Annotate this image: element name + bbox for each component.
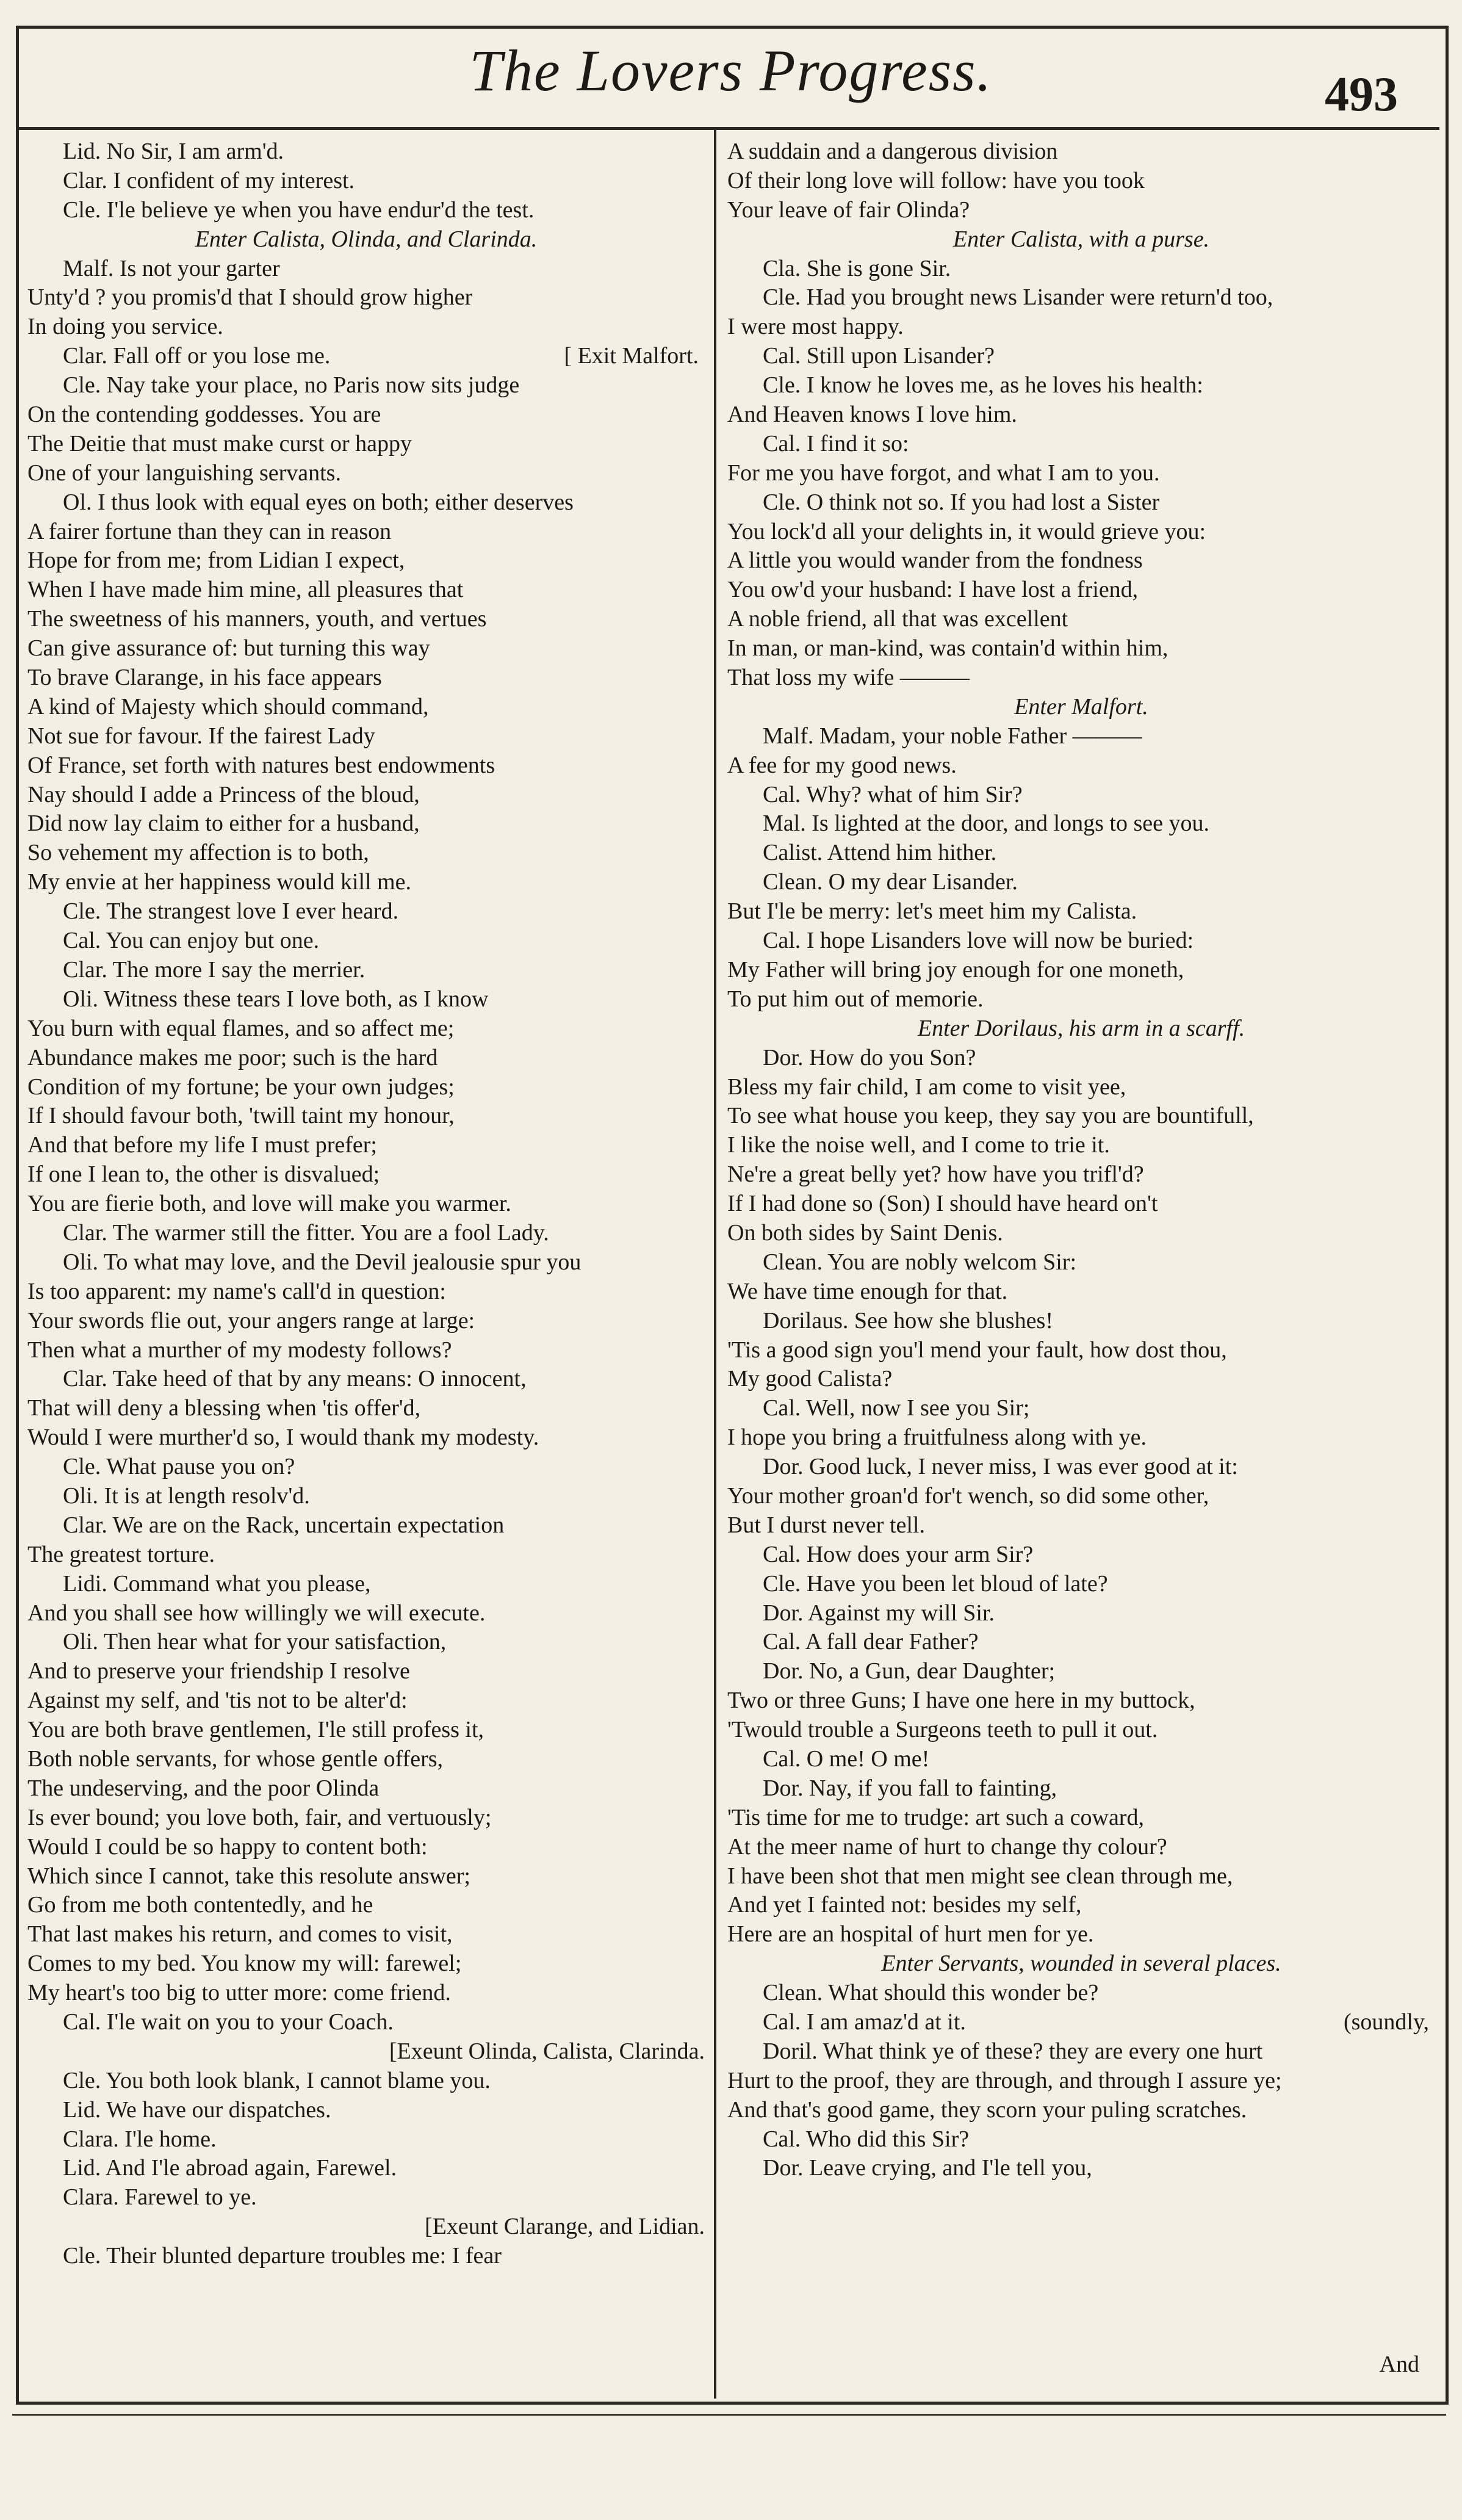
line-text: Nay should I adde a Princess of the bloud,: [27, 781, 420, 807]
text-line: [727, 868, 1435, 897]
line-text: We have time enough for that.: [727, 1278, 1008, 1304]
line-text: I have been shot that men might see clean through me,: [727, 1863, 1233, 1889]
line-text: Oli. It is at length resolv'd.: [63, 1482, 310, 1509]
line-text: Oli. Witness these tears I love both, as I know: [63, 986, 489, 1012]
text-line: [727, 1160, 1435, 1190]
text-line: [727, 926, 1435, 956]
stage-direction: [27, 225, 705, 255]
line-text: Dor. Good luck, I never miss, I was ever good at it:: [763, 1454, 1238, 1480]
line-text: Doril. What think ye of these? they are every one hurt: [763, 2038, 1263, 2064]
text-line: [27, 1482, 705, 1511]
line-text: Is ever bound; you love both, fair, and vertuously;: [27, 1804, 492, 1830]
line-text: [Exeunt Clarange, and Lidian.: [424, 2214, 705, 2240]
line-text: Oli. To what may love, and the Devil jealousie spur you: [63, 1249, 582, 1275]
text-line: [727, 1920, 1435, 1949]
line-text: At the meer name of hurt to change thy colour?: [727, 1833, 1167, 1860]
text-line: [727, 1862, 1435, 1891]
line-text: Dor. No, a Gun, dear Daughter;: [763, 1658, 1056, 1684]
text-line: [727, 137, 1435, 167]
line-text: Then what a murther of my modesty follows?: [27, 1337, 452, 1363]
header-rule: [19, 127, 1439, 130]
line-text: I hope you bring a fruitfulness along with ye.: [727, 1424, 1147, 1451]
line-text: Malf. Is not your garter: [63, 255, 280, 281]
text-line: [27, 1657, 705, 1686]
text-line: [27, 1686, 705, 1716]
left-column: [27, 137, 705, 2395]
text-line: [27, 897, 705, 926]
text-line: [727, 312, 1435, 342]
line-text: Clara. I'le home.: [63, 2126, 217, 2152]
text-line: [727, 488, 1435, 518]
text-line: [27, 839, 705, 868]
text-line: [27, 2067, 705, 2096]
text-line: [27, 2154, 705, 2183]
stage-direction: [727, 225, 1435, 255]
line-text: Cal. O me! O me!: [763, 1746, 930, 1772]
line-text: 'Tis time for me to trudge: art such a coward,: [727, 1804, 1144, 1830]
line-text: Malf. Madam, your noble Father ———: [763, 723, 1142, 749]
text-line: [27, 1394, 705, 1423]
column-divider: [714, 130, 716, 2399]
line-text: Cle. The strangest love I ever heard.: [63, 898, 399, 925]
line-text: Clar. I confident of my interest.: [63, 167, 355, 193]
line-text: Clar. The more I say the merrier.: [63, 956, 366, 983]
line-text: My good Calista?: [727, 1366, 893, 1392]
stage-direction: [727, 693, 1435, 722]
line-text: The undeserving, and the poor Olinda: [27, 1775, 380, 1801]
text-line: [27, 1014, 705, 1044]
line-text: But I durst never tell.: [727, 1512, 925, 1538]
line-text: [Exeunt Olinda, Calista, Clarinda.: [389, 2038, 705, 2064]
text-line: [27, 546, 705, 576]
text-line: [727, 1540, 1435, 1570]
line-text: You are fierie both, and love will make you warmer.: [27, 1191, 511, 1217]
line-text: Enter Servants, wounded in several places.: [881, 1951, 1281, 1977]
text-line: [27, 1044, 705, 1073]
line-text: And yet I fainted not: besides my self,: [727, 1892, 1082, 1918]
line-text: Lid. We have our dispatches.: [63, 2096, 331, 2123]
line-text: Is too apparent: my name's call'd in question:: [27, 1278, 446, 1304]
text-line: [27, 1160, 705, 1190]
line-text: You burn with equal flames, and so affect me;: [27, 1015, 455, 1041]
line-text: Cal. I hope Lisanders love will now be buried:: [763, 928, 1194, 954]
text-line: [727, 1745, 1435, 1774]
text-line: [27, 196, 705, 225]
line-text: In doing you service.: [27, 314, 223, 340]
line-text: A suddain and a dangerous division: [727, 139, 1058, 164]
line-text: Mal. Is lighted at the door, and longs to see you.: [763, 811, 1209, 837]
text-line: [727, 1423, 1435, 1453]
text-line: [727, 1774, 1435, 1803]
text-line: [727, 751, 1435, 781]
line-text: Cal. Why? what of him Sir?: [763, 781, 1023, 807]
text-line: [27, 868, 705, 897]
line-text: And to preserve your friendship I resolve: [27, 1658, 410, 1684]
line-text: Cal. Well, now I see you Sir;: [763, 1395, 1030, 1421]
line-text: Did now lay claim to either for a husband,: [27, 811, 420, 837]
text-line: [727, 1979, 1435, 2008]
text-line: [27, 430, 705, 459]
stage-direction: [727, 1014, 1435, 1044]
line-text: So vehement my affection is to both,: [27, 840, 369, 866]
line-text: Ne're a great belly yet? how have you trifl'd?: [727, 1161, 1144, 1188]
text-line: [27, 167, 705, 196]
text-line: [727, 1833, 1435, 1862]
text-line: [27, 342, 705, 371]
line-text: Lidi. Command what you please,: [63, 1570, 371, 1597]
line-text: Condition of my fortune; be your own judges;: [27, 1074, 455, 1100]
text-line: [727, 985, 1435, 1014]
line-text: Calist. Attend him hither.: [763, 840, 997, 866]
line-text: Dor. Leave crying, and I'le tell you,: [763, 2155, 1092, 2181]
line-text: When I have made him mine, all pleasures that: [27, 577, 464, 603]
line-text: My Father will bring joy enough for one moneth,: [727, 956, 1184, 983]
text-line: [27, 1979, 705, 2008]
text-line: [27, 985, 705, 1014]
line-text: And that before my life I must prefer;: [27, 1132, 377, 1158]
line-text: In man, or man-kind, was contain'd within him,: [727, 635, 1169, 662]
text-line: [727, 430, 1435, 459]
line-text: A kind of Majesty which should command,: [27, 693, 429, 720]
line-text: Cle. What pause you on?: [63, 1454, 295, 1480]
text-line: [27, 459, 705, 488]
text-line: [727, 1482, 1435, 1511]
text-line: [727, 283, 1435, 312]
line-text: Cle. I'le believe ye when you have endur'd the test.: [63, 197, 535, 223]
text-line: [727, 576, 1435, 605]
line-text: Against my self, and 'tis not to be alter'd:: [27, 1688, 408, 1714]
text-line: [727, 1453, 1435, 1482]
line-text: Cle. I know he loves me, as he loves his health:: [763, 372, 1203, 399]
text-line: [727, 809, 1435, 839]
text-line: [727, 722, 1435, 751]
text-line: [727, 1190, 1435, 1219]
line-text: You ow'd your husband: I have lost a friend,: [727, 577, 1139, 603]
line-text: Clara. Farewel to ye.: [63, 2184, 257, 2211]
text-line: [727, 546, 1435, 576]
line-text: Can give assurance of: but turning this way: [27, 635, 430, 662]
text-line: [27, 693, 705, 722]
text-line: [727, 1511, 1435, 1540]
line-text: Would I were murther'd so, I would thank my modesty.: [27, 1424, 539, 1451]
line-text: But I'le be merry: let's meet him my Calista.: [727, 898, 1137, 925]
text-line: [727, 781, 1435, 810]
line-text: That will deny a blessing when 'tis offer'd,: [27, 1395, 421, 1421]
line-text: Cal. You can enjoy but one.: [63, 928, 320, 954]
line-text: Cle. Nay take your place, no Paris now sits judge: [63, 372, 520, 399]
text-line: [27, 1248, 705, 1277]
text-line: [27, 781, 705, 810]
line-text: Unty'd ? you promis'd that I should grow higher: [27, 284, 473, 311]
text-line: [27, 576, 705, 605]
line-text: Enter Calista, with a purse.: [952, 226, 1210, 252]
text-line: [27, 1423, 705, 1453]
line-text: Of their long love will follow: have you took: [727, 167, 1145, 193]
text-line: [727, 1307, 1435, 1336]
text-line: [727, 1102, 1435, 1131]
line-text: Cal. I am amaz'd at it.: [763, 2009, 966, 2035]
text-line: [727, 459, 1435, 488]
text-line: [727, 1657, 1435, 1686]
line-text: Here are an hospital of hurt men for ye.: [727, 1921, 1094, 1948]
text-line: [27, 1862, 705, 1891]
text-line: [727, 1365, 1435, 1394]
line-text: If one I lean to, the other is disvalued;: [27, 1161, 380, 1188]
text-line: [27, 605, 705, 634]
text-line: [727, 663, 1435, 693]
text-line: [27, 1190, 705, 1219]
line-text: If I had done so (Son) I should have heard on't: [727, 1191, 1158, 1217]
line-text: A little you would wander from the fondness: [727, 547, 1143, 574]
text-line: [27, 2008, 705, 2037]
text-line: [27, 2242, 705, 2271]
text-line: [727, 1336, 1435, 1365]
stage-direction-right: [ Exit Malfort.: [564, 343, 699, 369]
line-text: One of your languishing servants.: [27, 460, 341, 486]
text-line: [727, 371, 1435, 400]
text-line: [727, 1219, 1435, 1248]
text-line: [727, 2125, 1435, 2154]
line-text: Clar. Take heed of that by any means: O innocent,: [63, 1366, 527, 1392]
line-text: Go from me both contentedly, and he: [27, 1892, 373, 1918]
text-line: [27, 751, 705, 781]
line-text: I like the noise well, and I come to trie it.: [727, 1132, 1110, 1158]
line-text: Abundance makes me poor; such is the hard: [27, 1044, 438, 1070]
text-line: [727, 1803, 1435, 1833]
text-line: [727, 1394, 1435, 1423]
catchword: And: [1379, 2352, 1419, 2377]
text-line: [727, 2037, 1435, 2067]
line-text: Dorilaus. See how she blushes!: [763, 1307, 1053, 1334]
text-line: [27, 1219, 705, 1248]
text-line: [27, 722, 705, 751]
text-line: [27, 809, 705, 839]
text-line: [27, 1336, 705, 1365]
text-line: [27, 1277, 705, 1307]
line-text: Cla. She is gone Sir.: [763, 255, 951, 281]
bottom-rule: [12, 2414, 1446, 2416]
line-text: Cal. Still upon Lisander?: [763, 343, 995, 369]
line-text: Lid. No Sir, I am arm'd.: [63, 139, 284, 164]
text-line: [727, 956, 1435, 985]
text-line: [27, 1073, 705, 1102]
line-text: To brave Clarange, in his face appears: [27, 665, 382, 691]
text-line: [27, 371, 705, 400]
line-text: And that's good game, they scorn your puling scratches.: [727, 2096, 1247, 2123]
text-line: [27, 518, 705, 547]
text-line: [27, 926, 705, 956]
text-line: [27, 2037, 705, 2067]
line-text: And you shall see how willingly we will execute.: [27, 1600, 486, 1626]
text-line: [27, 283, 705, 312]
line-text: Cle. Their blunted departure troubles me: I fear: [63, 2243, 502, 2269]
text-line: [727, 1073, 1435, 1102]
text-line: [27, 663, 705, 693]
line-text: Your leave of fair Olinda?: [727, 197, 970, 223]
line-text: Cle. Had you brought news Lisander were return'd too,: [763, 284, 1273, 311]
line-text: Clean. You are nobly welcom Sir:: [763, 1249, 1077, 1275]
right-column: [727, 137, 1435, 2395]
text-line: [27, 1774, 705, 1803]
line-text: Both noble servants, for whose gentle offers,: [27, 1746, 444, 1772]
line-text: Cle. Have you been let bloud of late?: [763, 1570, 1108, 1597]
text-line: [27, 1833, 705, 1862]
text-line: [727, 1716, 1435, 1745]
text-line: [727, 1891, 1435, 1920]
line-text: Comes to my bed. You know my will: farewel;: [27, 1951, 462, 1977]
line-text: Dor. How do you Son?: [763, 1044, 976, 1070]
text-line: [727, 2008, 1435, 2037]
line-text: To put him out of memorie.: [727, 986, 984, 1012]
text-line: [27, 1131, 705, 1160]
text-line: [27, 1511, 705, 1540]
line-text: Two or three Guns; I have one here in my buttock,: [727, 1688, 1195, 1714]
text-line: [727, 196, 1435, 225]
text-line: [727, 400, 1435, 430]
line-text: A fairer fortune than they can in reason: [27, 518, 392, 544]
line-text: On the contending goddesses. You are: [27, 402, 381, 428]
text-line: [727, 1628, 1435, 1657]
line-text: Clean. O my dear Lisander.: [763, 869, 1018, 895]
text-line: [27, 1102, 705, 1131]
line-text: Clar. We are on the Rack, uncertain expectation: [63, 1512, 505, 1538]
text-line: [27, 956, 705, 985]
line-text: Cal. Who did this Sir?: [763, 2126, 970, 2152]
text-line: [27, 2183, 705, 2212]
line-text: Clean. What should this wonder be?: [763, 1980, 1099, 2006]
line-text: On both sides by Saint Denis.: [727, 1219, 1003, 1246]
text-line: [27, 255, 705, 284]
text-line: [27, 1920, 705, 1949]
text-line: [27, 1307, 705, 1336]
text-line: [727, 1044, 1435, 1073]
line-text: Cle. O think not so. If you had lost a Sister: [763, 489, 1160, 515]
line-text: The Deitie that must make curst or happy: [27, 430, 412, 457]
line-text: Dor. Against my will Sir.: [763, 1600, 995, 1626]
text-line: [727, 2154, 1435, 2183]
line-text: Cal. I'le wait on you to your Coach.: [63, 2009, 394, 2035]
text-line: [727, 2096, 1435, 2125]
text-line: [27, 1365, 705, 1394]
text-line: [727, 167, 1435, 196]
line-text: That loss my wife ———: [727, 665, 970, 691]
text-line: [727, 1686, 1435, 1716]
text-line: [27, 488, 705, 518]
text-line: [727, 897, 1435, 926]
line-text: The greatest torture.: [27, 1541, 215, 1567]
text-line: [27, 634, 705, 663]
line-text: Your swords flie out, your angers range at large:: [27, 1307, 475, 1334]
line-text: Oli. Then hear what for your satisfaction,: [63, 1629, 447, 1655]
line-text: The sweetness of his manners, youth, and vertues: [27, 606, 487, 632]
text-line: [727, 839, 1435, 868]
line-text: Hurt to the proof, they are through, and through I assure ye;: [727, 2067, 1282, 2093]
line-text: That last makes his return, and comes to visit,: [27, 1921, 453, 1948]
line-text: Dor. Nay, if you fall to fainting,: [763, 1775, 1057, 1801]
line-text: Cal. How does your arm Sir?: [763, 1541, 1034, 1567]
line-text: Cle. You both look blank, I cannot blame you.: [63, 2067, 491, 2093]
line-text: Cal. I find it so:: [763, 430, 909, 457]
line-text: Of France, set forth with natures best endowments: [27, 752, 495, 778]
stage-direction: [727, 1949, 1435, 1979]
text-line: [27, 2212, 705, 2242]
text-line: [727, 1599, 1435, 1628]
text-line: [27, 1745, 705, 1774]
line-text: Enter Malfort.: [1014, 693, 1148, 720]
line-text: Your mother groan'd for't wench, so did some other,: [727, 1482, 1209, 1509]
text-line: [727, 255, 1435, 284]
line-text: I were most happy.: [727, 314, 904, 340]
line-text: 'Tis a good sign you'l mend your fault, how dost thou,: [727, 1337, 1227, 1363]
text-line: [27, 1540, 705, 1570]
line-text: Clar. The warmer still the fitter. You are a fool Lady.: [63, 1219, 549, 1246]
text-line: [727, 2067, 1435, 2096]
line-text: To see what house you keep, they say you are bountifull,: [727, 1103, 1254, 1129]
line-text: Lid. And I'le abroad again, Farewel.: [63, 2155, 397, 2181]
line-text: Which since I cannot, take this resolute answer;: [27, 1863, 470, 1889]
text-line: [27, 400, 705, 430]
text-line: [27, 2096, 705, 2125]
text-line: [27, 1599, 705, 1628]
line-text: 'Twould trouble a Surgeons teeth to pull it out.: [727, 1717, 1158, 1743]
text-line: [27, 2125, 705, 2154]
line-text: My heart's too big to utter more: come friend.: [27, 1980, 451, 2006]
running-title: The Lovers Progress.: [469, 38, 993, 103]
text-line: [727, 1131, 1435, 1160]
line-text: Hope for from me; from Lidian I expect,: [27, 547, 405, 574]
stage-direction-right: (soundly,: [1343, 2009, 1429, 2035]
text-line: [27, 1891, 705, 1920]
line-text: Enter Dorilaus, his arm in a scarff.: [917, 1015, 1245, 1041]
text-line: [27, 1716, 705, 1745]
line-text: You are both brave gentlemen, I'le still profess it,: [27, 1717, 484, 1743]
line-text: My envie at her happiness would kill me.: [27, 869, 411, 895]
line-text: Clar. Fall off or you lose me.: [63, 343, 331, 369]
text-line: [727, 518, 1435, 547]
text-line: [27, 1949, 705, 1979]
text-line: [727, 342, 1435, 371]
text-line: [727, 605, 1435, 634]
text-line: [27, 137, 705, 167]
text-line: [27, 1803, 705, 1833]
line-text: A noble friend, all that was excellent: [727, 606, 1068, 632]
text-line: [727, 1570, 1435, 1599]
text-line: [27, 1453, 705, 1482]
line-text: A fee for my good news.: [727, 752, 957, 778]
text-line: [727, 1277, 1435, 1307]
line-text: If I should favour both, 'twill taint my honour,: [27, 1103, 455, 1129]
line-text: Not sue for favour. If the fairest Lady: [27, 723, 375, 749]
line-text: Enter Calista, Olinda, and Clarinda.: [195, 226, 538, 252]
text-line: [727, 634, 1435, 663]
text-line: [27, 1570, 705, 1599]
text-line: [27, 312, 705, 342]
line-text: Bless my fair child, I am come to visit yee,: [727, 1074, 1126, 1100]
line-text: You lock'd all your delights in, it would grieve you:: [727, 518, 1206, 544]
line-text: For me you have forgot, and what I am to you.: [727, 460, 1160, 486]
line-text: Would I could be so happy to content both:: [27, 1833, 428, 1860]
line-text: Ol. I thus look with equal eyes on both; either deserves: [63, 489, 574, 515]
text-line: [27, 1628, 705, 1657]
page-number: 493: [1325, 68, 1398, 121]
text-line: [727, 1248, 1435, 1277]
line-text: Cal. A fall dear Father?: [763, 1629, 979, 1655]
line-text: And Heaven knows I love him.: [727, 402, 1017, 428]
